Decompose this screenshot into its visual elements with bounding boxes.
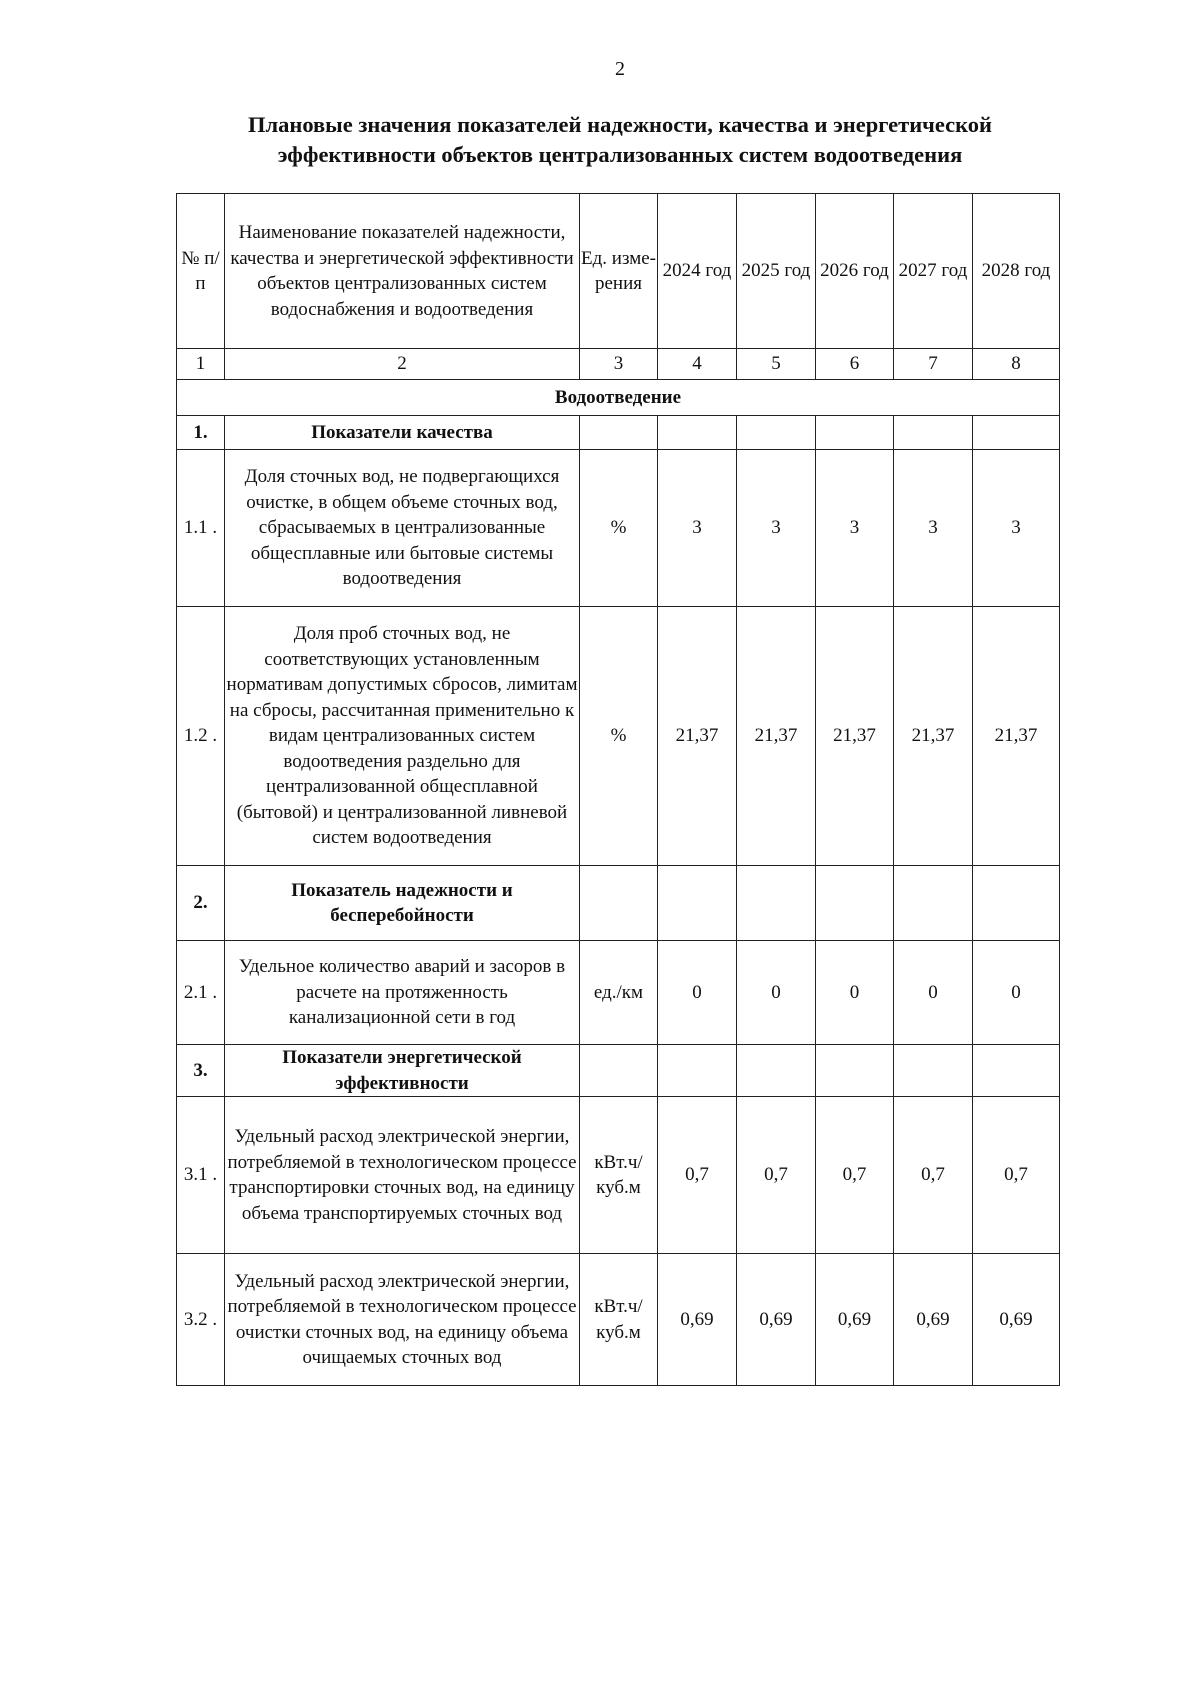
value-2026: 0,69 (816, 1254, 894, 1386)
row-number: 3.1 . (177, 1097, 225, 1254)
indicator-row (177, 1097, 1060, 1254)
empty-cell (973, 866, 1060, 941)
header-num-cell: № п/ п (177, 194, 225, 349)
header-unit-cell: Ед. изме- рения (580, 194, 658, 349)
indicator-row (177, 450, 1060, 607)
indicator-name: Удельное количество аварий и засоров в расчете на протяженность канализационной сети в год (225, 941, 580, 1045)
indicator-row (177, 607, 1060, 866)
empty-cell (894, 416, 973, 450)
column-number: 8 (973, 349, 1060, 380)
value-2025: 0 (737, 941, 816, 1045)
value-2027: 0,7 (894, 1097, 973, 1254)
empty-cell (580, 866, 658, 941)
empty-cell (580, 416, 658, 450)
column-number: 4 (658, 349, 737, 380)
header-year-2024: 2024 год (658, 194, 737, 349)
section-name: Показатели качества (225, 416, 580, 450)
value-2028: 0,69 (973, 1254, 1060, 1386)
unit-cell: % (580, 607, 658, 866)
title-line-2: эффективности объектов централизованных систем водоотведения (277, 142, 963, 167)
group-title-row (177, 380, 1060, 416)
value-2026: 0 (816, 941, 894, 1045)
row-number: 1.2 . (177, 607, 225, 866)
empty-cell (973, 416, 1060, 450)
value-2028: 21,37 (973, 607, 1060, 866)
header-year-2027: 2027 год (894, 194, 973, 349)
value-2026: 0,7 (816, 1097, 894, 1254)
empty-cell (737, 416, 816, 450)
header-row (177, 194, 1060, 349)
column-number: 5 (737, 349, 816, 380)
document-title (170, 110, 1070, 170)
header-year-2025: 2025 год (737, 194, 816, 349)
empty-cell (973, 1045, 1060, 1097)
column-number-row (177, 349, 1060, 380)
empty-cell (580, 1045, 658, 1097)
section-number: 3. (177, 1045, 225, 1097)
column-number: 1 (177, 349, 225, 380)
indicators-table (176, 193, 1060, 1386)
indicator-row (177, 1254, 1060, 1386)
empty-cell (737, 866, 816, 941)
title-line-1: Плановые значения показателей надежности, качества и энергетической (247, 112, 993, 137)
header-year-2028: 2028 год (973, 194, 1060, 349)
group-title: Водоотведение (177, 380, 1060, 416)
empty-cell (658, 1045, 737, 1097)
section-name: Показатели энергетической эффективности (225, 1045, 580, 1097)
empty-cell (816, 1045, 894, 1097)
value-2028: 0 (973, 941, 1060, 1045)
value-2025: 0,7 (737, 1097, 816, 1254)
empty-cell (816, 416, 894, 450)
section-number: 1. (177, 416, 225, 450)
value-2027: 0 (894, 941, 973, 1045)
value-2027: 0,69 (894, 1254, 973, 1386)
indicator-name: Доля проб сточных вод, не соответствующих установленным нормативам допустимых сбросов, лимитам на сбросы, рассчитанная применительно к видам централизованных систем водоотведения раздельно для централизованной общесплавной (бытовой) и централизованной ливневой систем водоотведения (225, 607, 580, 866)
value-2028: 3 (973, 450, 1060, 607)
value-2024: 0,69 (658, 1254, 737, 1386)
section-number: 2. (177, 866, 225, 941)
column-number: 3 (580, 349, 658, 380)
indicator-name: Удельный расход электрической энергии, потребляемой в технологическом процессе очистки сточных вод, на единицу объема очищаемых сточных вод (225, 1254, 580, 1386)
column-number: 2 (225, 349, 580, 380)
section-name: Показатель надежности и бесперебойности (225, 866, 580, 941)
empty-cell (894, 1045, 973, 1097)
column-number: 6 (816, 349, 894, 380)
section-row (177, 416, 1060, 450)
header-name-cell: Наименование показателей надежности, качества и энергетической эффективности объектов централизованных систем водоснабжения и водоотведения (225, 194, 580, 349)
value-2024: 0 (658, 941, 737, 1045)
value-2024: 3 (658, 450, 737, 607)
empty-cell (737, 1045, 816, 1097)
header-year-2026: 2026 год (816, 194, 894, 349)
value-2027: 21,37 (894, 607, 973, 866)
empty-cell (658, 866, 737, 941)
unit-cell: % (580, 450, 658, 607)
empty-cell (816, 866, 894, 941)
row-number: 2.1 . (177, 941, 225, 1045)
value-2025: 0,69 (737, 1254, 816, 1386)
indicator-name: Удельный расход электрической энергии, потребляемой в технологическом процессе транспортировки сточных вод, на единицу объема транспортируемых сточных вод (225, 1097, 580, 1254)
value-2024: 21,37 (658, 607, 737, 866)
value-2025: 21,37 (737, 607, 816, 866)
value-2028: 0,7 (973, 1097, 1060, 1254)
row-number: 1.1 . (177, 450, 225, 607)
indicator-row (177, 941, 1060, 1045)
value-2027: 3 (894, 450, 973, 607)
page-number: 2 (615, 58, 625, 80)
unit-cell: ед./км (580, 941, 658, 1045)
empty-cell (894, 866, 973, 941)
value-2024: 0,7 (658, 1097, 737, 1254)
value-2026: 21,37 (816, 607, 894, 866)
empty-cell (658, 416, 737, 450)
unit-cell: кВт.ч/ куб.м (580, 1097, 658, 1254)
indicator-name: Доля сточных вод, не подвергающихся очистке, в общем объеме сточных вод, сбрасываемых в централизованные общесплавные или бытовые системы водоотведения (225, 450, 580, 607)
section-row (177, 1045, 1060, 1097)
column-number: 7 (894, 349, 973, 380)
value-2025: 3 (737, 450, 816, 607)
value-2026: 3 (816, 450, 894, 607)
row-number: 3.2 . (177, 1254, 225, 1386)
unit-cell: кВт.ч/ куб.м (580, 1254, 658, 1386)
section-row (177, 866, 1060, 941)
